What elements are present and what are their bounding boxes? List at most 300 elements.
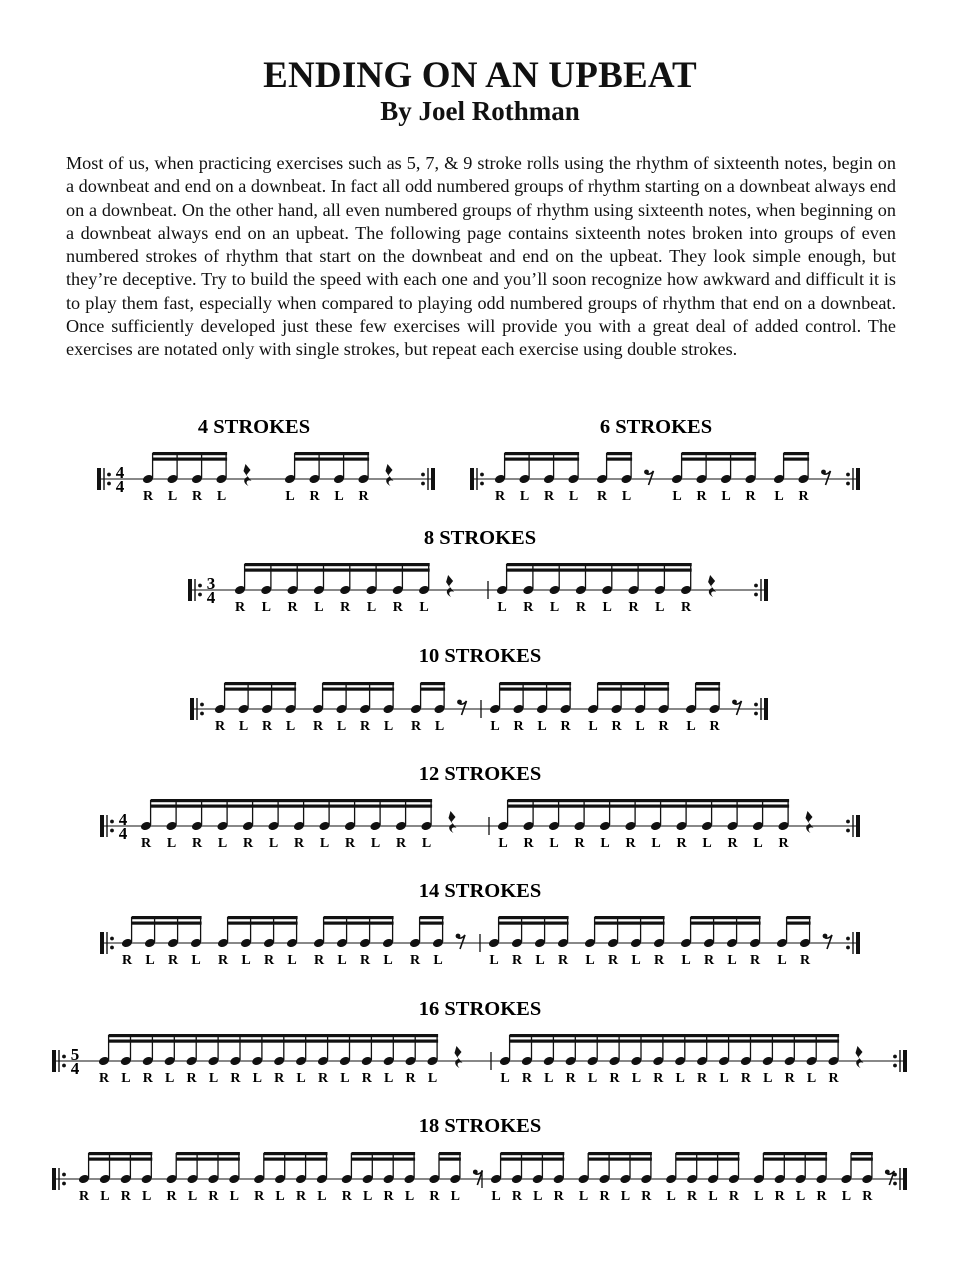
time-signature-bottom: 4 xyxy=(115,477,125,496)
sticking-label: L xyxy=(100,1189,110,1204)
beam xyxy=(351,1152,415,1155)
sticking-label: L xyxy=(537,719,547,734)
sticking-label: R xyxy=(784,1071,795,1086)
beam xyxy=(595,916,665,919)
beam xyxy=(598,688,670,691)
sticking-label: R xyxy=(494,489,506,504)
sticking-label: L xyxy=(337,953,347,968)
beam xyxy=(505,452,579,455)
repeat-start-thick-bar xyxy=(470,468,474,490)
beam xyxy=(89,1152,153,1155)
beam xyxy=(153,458,228,461)
time-signature-bottom: 4 xyxy=(118,824,128,843)
sticking-label: L xyxy=(319,836,330,851)
sticking-label: R xyxy=(313,953,325,968)
repeat-dot xyxy=(754,712,758,716)
repeat-end-thick-bar xyxy=(856,468,860,490)
sticking-label: L xyxy=(651,836,661,851)
sticking-label: L xyxy=(268,836,279,851)
sticking-label: R xyxy=(78,1189,90,1204)
beam xyxy=(676,1158,740,1161)
sticking-label: L xyxy=(763,1071,773,1086)
sticking-label: R xyxy=(599,1189,610,1204)
sticking-label: R xyxy=(774,1189,785,1204)
sticking-label: L xyxy=(500,1071,510,1086)
sticking-label: R xyxy=(359,719,371,734)
sticking-label: R xyxy=(410,719,422,734)
time-signature-top: 4 xyxy=(118,810,128,829)
time-signature-top: 3 xyxy=(206,574,216,593)
beam xyxy=(264,1152,328,1155)
sticking-label: R xyxy=(523,836,534,851)
sticking-label: R xyxy=(395,836,407,851)
sticking-label: L xyxy=(666,1189,676,1204)
exercise-title: 10 STROKES xyxy=(418,645,542,667)
sticking-label: L xyxy=(314,600,324,615)
sticking-label: L xyxy=(187,1189,198,1204)
sticking-label: R xyxy=(217,953,229,968)
repeat-end-thick-bar xyxy=(903,1050,907,1072)
beam xyxy=(151,805,433,808)
beam xyxy=(696,688,721,691)
beam xyxy=(153,452,228,455)
repeat-start-thick-bar xyxy=(188,579,192,601)
sticking-label: L xyxy=(544,1071,554,1086)
beam xyxy=(499,916,569,919)
sticking-label: L xyxy=(238,719,249,734)
repeat-dot xyxy=(62,1173,66,1177)
sticking-label: L xyxy=(370,836,381,851)
beam xyxy=(109,1040,439,1043)
repeat-dot xyxy=(198,584,202,588)
sticking-label: R xyxy=(798,489,809,504)
sticking-label: R xyxy=(511,1189,522,1204)
repeat-dot xyxy=(893,1055,897,1059)
sticking-label: R xyxy=(574,836,585,851)
sticking-label: R xyxy=(728,1189,739,1204)
repeat-dot xyxy=(846,473,850,477)
sticking-label: L xyxy=(602,600,612,615)
sticking-label: R xyxy=(511,953,523,968)
sticking-label: R xyxy=(681,600,692,615)
sticking-label: L xyxy=(121,1071,131,1086)
beam xyxy=(787,916,811,919)
sticking-label: R xyxy=(749,953,761,968)
beam xyxy=(421,682,446,685)
repeat-dot xyxy=(110,820,114,824)
sticking-label: R xyxy=(560,719,571,734)
sticking-label: L xyxy=(217,836,228,851)
exercise-title: 14 STROKES xyxy=(418,880,542,902)
sticking-label: R xyxy=(383,1189,394,1204)
sticking-label: L xyxy=(261,600,271,615)
sticking-label: L xyxy=(549,836,559,851)
beam xyxy=(682,452,757,455)
sticking-label: R xyxy=(778,836,789,851)
sticking-label: L xyxy=(191,953,201,968)
repeat-start-thick-bar xyxy=(190,698,194,720)
sticking-label: L xyxy=(774,489,784,504)
beam xyxy=(607,452,633,455)
beam xyxy=(598,682,670,685)
sticking-label: R xyxy=(745,489,756,504)
sticking-label: L xyxy=(334,489,344,504)
sticking-label: R xyxy=(628,600,639,615)
sticking-label: L xyxy=(208,1071,219,1086)
beam xyxy=(439,1158,461,1161)
exercise-7 xyxy=(52,998,907,1086)
repeat-dot xyxy=(107,473,111,477)
sticking-label: L xyxy=(708,1189,718,1204)
beam xyxy=(176,1158,240,1161)
sticking-label: L xyxy=(727,953,737,968)
sticking-label: R xyxy=(740,1071,751,1086)
beam xyxy=(324,922,394,925)
repeat-start-thick-bar xyxy=(97,468,101,490)
repeat-dot xyxy=(62,1064,66,1068)
beam xyxy=(500,682,571,685)
beam xyxy=(588,1158,652,1161)
sticking-label: L xyxy=(404,1189,415,1204)
sticking-label: R xyxy=(611,719,622,734)
beam xyxy=(691,922,761,925)
sticking-label: L xyxy=(142,1189,152,1204)
sticking-label: L xyxy=(675,1071,685,1086)
beam xyxy=(499,922,569,925)
exercise-6 xyxy=(100,880,860,968)
quarter-rest xyxy=(708,575,716,597)
sticking-label: R xyxy=(557,953,569,968)
sticking-label: R xyxy=(521,1071,532,1086)
sticking-label: L xyxy=(777,953,787,968)
sticking-label: R xyxy=(263,953,275,968)
sticking-label: L xyxy=(635,719,645,734)
sticking-label: L xyxy=(498,836,508,851)
sticking-label: L xyxy=(421,836,432,851)
repeat-dot xyxy=(846,937,850,941)
sticking-label: L xyxy=(497,600,507,615)
beam xyxy=(323,682,395,685)
beam xyxy=(595,922,665,925)
sticking-label: L xyxy=(621,489,632,504)
beam xyxy=(324,916,394,919)
sticking-label: L xyxy=(535,953,545,968)
repeat-dot xyxy=(110,829,114,833)
repeat-end-thick-bar xyxy=(856,815,860,837)
sticking-label: L xyxy=(600,836,610,851)
sticking-label: L xyxy=(489,953,499,968)
beam xyxy=(420,922,444,925)
sticking-label: R xyxy=(293,836,305,851)
sticking-label: L xyxy=(167,489,178,504)
beam xyxy=(784,452,810,455)
sticking-label: L xyxy=(383,719,394,734)
sticking-label: L xyxy=(434,719,445,734)
beam xyxy=(500,688,571,691)
sticking-label: R xyxy=(575,600,586,615)
sticking-label: L xyxy=(655,600,665,615)
sticking-label: L xyxy=(241,953,251,968)
sticking-label: R xyxy=(687,1189,698,1204)
sticking-label: R xyxy=(816,1189,827,1204)
exercise-3 xyxy=(188,527,768,615)
quarter-rest xyxy=(449,811,457,833)
sticking-label: R xyxy=(799,953,811,968)
sticking-label: R xyxy=(242,836,254,851)
repeat-dot xyxy=(200,703,204,707)
exercise-title: 8 STROKES xyxy=(423,527,537,549)
sticking-label: L xyxy=(366,600,377,615)
exercise-title: 12 STROKES xyxy=(418,763,542,785)
beam xyxy=(295,452,370,455)
beam xyxy=(132,922,202,925)
repeat-dot xyxy=(480,482,484,486)
sticking-label: L xyxy=(383,953,393,968)
beam xyxy=(420,916,444,919)
beam xyxy=(851,1158,873,1161)
sticking-label: L xyxy=(631,1071,642,1086)
sticking-label: L xyxy=(841,1189,852,1204)
exercise-title: 18 STROKES xyxy=(418,1115,542,1137)
sticking-label: R xyxy=(208,1189,219,1204)
repeat-dot xyxy=(846,946,850,950)
beam xyxy=(508,799,789,802)
repeat-end-thick-bar xyxy=(764,579,768,601)
sticking-label: R xyxy=(274,1071,285,1086)
sticking-label: L xyxy=(588,719,598,734)
sticking-label: L xyxy=(433,953,443,968)
sticking-label: L xyxy=(578,1189,589,1204)
sticking-label: R xyxy=(658,719,669,734)
sticking-label: R xyxy=(553,1189,564,1204)
beam xyxy=(696,682,721,685)
repeat-dot xyxy=(421,473,425,477)
repeat-end-thick-bar xyxy=(764,698,768,720)
quarter-rest xyxy=(455,1046,463,1068)
beam xyxy=(295,458,370,461)
sticking-label: R xyxy=(696,489,707,504)
sticking-label: R xyxy=(709,719,720,734)
beam xyxy=(439,1152,461,1155)
sticking-label: R xyxy=(340,600,351,615)
exercise-8 xyxy=(52,1115,907,1204)
sticking-label: L xyxy=(753,836,763,851)
time-signature-bottom: 4 xyxy=(206,588,216,607)
sticking-label: L xyxy=(229,1189,239,1204)
sticking-label: R xyxy=(309,489,320,504)
sticking-label: R xyxy=(341,1189,352,1204)
beam xyxy=(691,916,761,919)
sticking-label: R xyxy=(543,489,555,504)
sticking-label: L xyxy=(336,719,347,734)
repeat-dot xyxy=(846,829,850,833)
sticking-label: L xyxy=(702,836,712,851)
sticking-label: L xyxy=(587,1071,598,1086)
beam xyxy=(763,1158,827,1161)
sticking-label: R xyxy=(697,1071,708,1086)
sticking-label: L xyxy=(285,489,295,504)
sticking-label: L xyxy=(519,489,530,504)
beam xyxy=(787,922,811,925)
sticking-label: R xyxy=(703,953,715,968)
repeat-start-thick-bar xyxy=(52,1050,56,1072)
sticking-label: L xyxy=(754,1189,764,1204)
sticking-label: R xyxy=(186,1071,197,1086)
repeat-start-thick-bar xyxy=(100,932,104,954)
sticking-label: L xyxy=(363,1189,373,1204)
sticking-label: L xyxy=(145,953,155,968)
sticking-label: R xyxy=(234,600,246,615)
exercise-1 xyxy=(97,416,435,504)
beam xyxy=(132,916,202,919)
beam xyxy=(264,1158,328,1161)
quarter-rest xyxy=(446,575,454,597)
repeat-dot xyxy=(110,937,114,941)
sticking-label: R xyxy=(653,953,665,968)
sticking-label: R xyxy=(361,1071,372,1086)
sticking-label: R xyxy=(167,953,179,968)
repeat-dot xyxy=(62,1055,66,1059)
beam xyxy=(763,1152,827,1155)
sticking-label: R xyxy=(358,489,369,504)
sticking-label: R xyxy=(405,1071,416,1086)
sticking-label: R xyxy=(142,489,154,504)
sticking-label: R xyxy=(140,836,152,851)
sticking-label: L xyxy=(450,1189,460,1204)
beam xyxy=(505,458,579,461)
beam xyxy=(89,1158,153,1161)
sticking-label: R xyxy=(676,836,687,851)
beam xyxy=(676,1152,740,1155)
repeat-dot xyxy=(480,473,484,477)
sticking-label: R xyxy=(166,1189,177,1204)
beam xyxy=(245,569,430,572)
sticking-label: L xyxy=(795,1189,806,1204)
repeat-dot xyxy=(421,482,425,486)
beam xyxy=(607,458,633,461)
sticking-label: R xyxy=(565,1071,576,1086)
beam xyxy=(507,569,692,572)
sticking-label: R xyxy=(409,953,421,968)
repeat-end-thick-bar xyxy=(856,932,860,954)
time-signature-top: 4 xyxy=(115,463,125,482)
sticking-label: R xyxy=(142,1071,153,1086)
sticking-label: R xyxy=(317,1071,329,1086)
sticking-label: L xyxy=(419,600,429,615)
repeat-dot xyxy=(107,482,111,486)
beam xyxy=(682,458,757,461)
sticking-label: R xyxy=(254,1189,265,1204)
sticking-label: R xyxy=(191,489,203,504)
beam xyxy=(510,1040,839,1043)
repeat-end-thick-bar xyxy=(903,1168,907,1190)
beam xyxy=(784,458,810,461)
beam xyxy=(245,563,430,566)
exercise-2 xyxy=(470,416,860,504)
sticking-label: R xyxy=(513,719,524,734)
sticking-label: R xyxy=(523,600,534,615)
repeat-dot xyxy=(846,820,850,824)
repeat-dot xyxy=(198,593,202,597)
sticking-label: L xyxy=(806,1071,817,1086)
sticking-label: R xyxy=(191,836,203,851)
beam xyxy=(588,1152,652,1155)
time-signature-bottom: 4 xyxy=(70,1059,80,1078)
sticking-label: R xyxy=(727,836,738,851)
sticking-label: R xyxy=(359,953,371,968)
sticking-label: L xyxy=(490,719,500,734)
sticking-label: L xyxy=(296,1071,306,1086)
sticking-label: L xyxy=(252,1071,262,1086)
beam xyxy=(225,682,297,685)
sticking-label: L xyxy=(631,953,641,968)
repeat-dot xyxy=(893,1182,897,1186)
sticking-label: L xyxy=(216,489,227,504)
beam xyxy=(501,1158,565,1161)
page-title: ENDING ON AN UPBEAT xyxy=(263,55,697,96)
sticking-label: R xyxy=(214,719,226,734)
sticking-label: R xyxy=(625,836,636,851)
sticking-label: L xyxy=(721,489,731,504)
quarter-rest xyxy=(386,464,394,486)
sticking-label: L xyxy=(285,719,296,734)
beam xyxy=(508,805,789,808)
sticking-label: R xyxy=(261,719,273,734)
sticking-label: L xyxy=(585,953,595,968)
sticking-label: R xyxy=(230,1071,241,1086)
sticking-label: L xyxy=(384,1071,394,1086)
sticking-label: R xyxy=(392,600,403,615)
beam xyxy=(228,916,298,919)
sticking-label: R xyxy=(607,953,619,968)
sticking-label: R xyxy=(828,1071,839,1086)
quarter-rest xyxy=(856,1046,864,1068)
exercise-4 xyxy=(190,645,768,734)
sticking-label: L xyxy=(275,1189,285,1204)
exercise-5 xyxy=(100,763,860,851)
repeat-dot xyxy=(754,593,758,597)
sticking-label: R xyxy=(98,1071,110,1086)
time-signature-top: 5 xyxy=(70,1045,80,1064)
quarter-rest xyxy=(806,811,814,833)
sticking-label: R xyxy=(429,1189,440,1204)
beam xyxy=(228,922,298,925)
repeat-dot xyxy=(754,584,758,588)
sticking-label: L xyxy=(491,1189,501,1204)
exercise-title: 6 STROKES xyxy=(599,416,713,438)
sticking-label: R xyxy=(312,719,324,734)
sticking-label: L xyxy=(340,1071,350,1086)
intro-paragraph: Most of us, when practicing exercises such as 5, 7, & 9 stroke rolls using the rhythm of sixteenth notes, begin on a downbeat and end on a downbeat. In fact all odd numbered groups of rhythm starting on a downbeat always end on a downbeat. On the other hand, all even numbered groups of rhythm using sixteenth notes, when beginning on a downbeat always end on an upbeat. The following page contains sixteenth notes broken into groups of even numbered strokes of rhythm that start on the downbeat and end on the upbeat. They look simple enough, but they’re deceptive. Try to build the speed with each one and you’ll soon recognize how awkward and difficult it is to play them fast, especially when compared to playing odd numbered groups of rhythm that end on a downbeat. Once sufficiently developed just these few exercises will provide you with a great deal of added control. The exercises are notated only with single strokes, but repeat each exercise using double strokes. xyxy=(66,153,896,360)
sticking-label: L xyxy=(568,489,579,504)
sticking-label: R xyxy=(641,1189,652,1204)
sticking-label: L xyxy=(165,1071,175,1086)
beam xyxy=(851,1152,873,1155)
repeat-dot xyxy=(893,1064,897,1068)
beam xyxy=(323,688,395,691)
repeat-dot xyxy=(110,946,114,950)
sticking-label: L xyxy=(427,1071,438,1086)
sticking-label: L xyxy=(672,489,682,504)
sticking-label: R xyxy=(596,489,608,504)
beam xyxy=(507,563,692,566)
sticking-label: R xyxy=(609,1071,620,1086)
sticking-label: L xyxy=(533,1189,543,1204)
beam xyxy=(351,1158,415,1161)
quarter-rest xyxy=(244,464,252,486)
sticking-label: R xyxy=(653,1071,664,1086)
beam xyxy=(501,1152,565,1155)
